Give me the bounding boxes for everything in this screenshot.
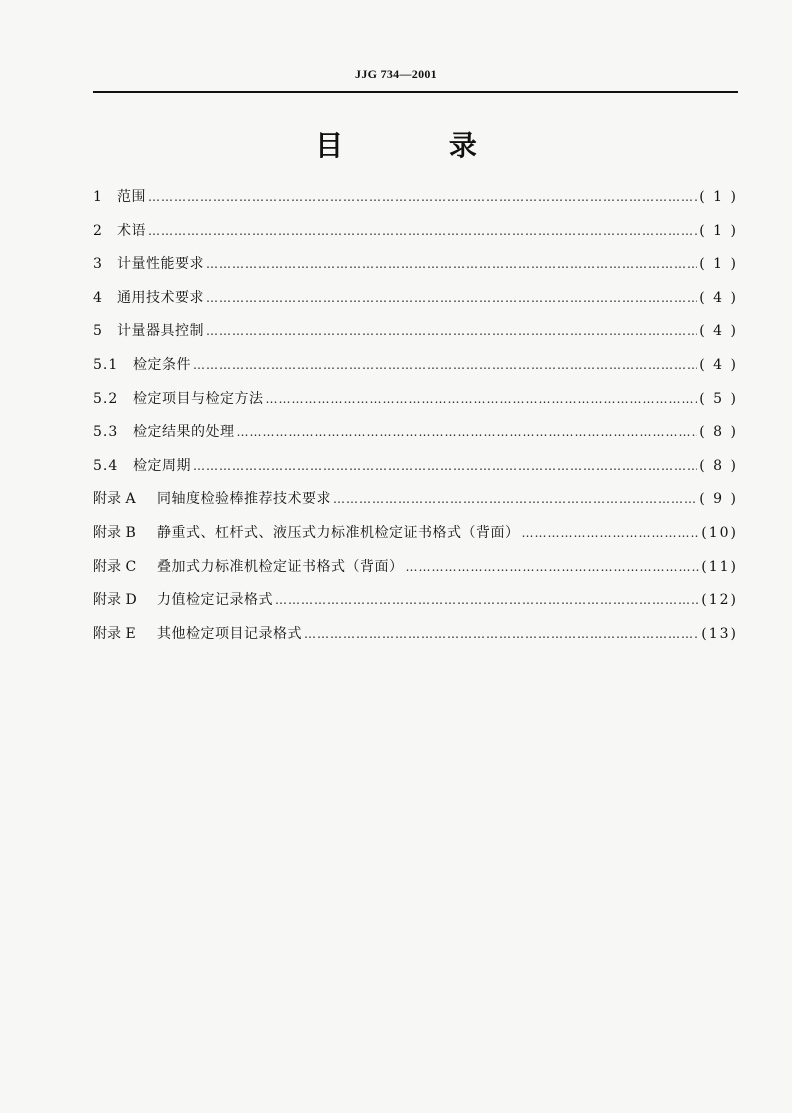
toc-entry-page: ( 1 ) [699,189,738,205]
toc-entry [93,388,738,422]
dot-leader [148,190,697,204]
dot-leader [193,459,697,473]
toc-entry-page: ( 4 ) [699,356,738,373]
dot-leader [266,392,698,406]
toc-entry-number: 附录 B [93,524,136,541]
toc-entry-title: 计量器具控制 [117,323,204,340]
toc-entry-number: 4 [93,289,102,306]
toc-entry [93,354,738,388]
toc-entry-page: (13) [701,625,738,642]
toc-entry-title: 其他检定项目记录格式 [157,625,302,642]
toc-entry-page: ( 4 ) [699,289,738,306]
toc-entry-page: ( 1 ) [699,256,738,273]
toc-entry-number: 5.2 [93,390,119,407]
toc-entry-page: ( 5 ) [699,390,738,407]
toc-entry-number: 2 [93,222,102,239]
dot-leader [206,324,697,338]
toc-entry [93,623,738,657]
toc-entry-number: 5.3 [93,424,119,441]
toc-entry-number: 附录 C [93,558,137,575]
dot-leader [522,526,700,540]
dot-leader [237,425,698,439]
toc-entry-title: 范围 [117,189,146,205]
dot-leader [148,224,697,238]
toc-entry-title: 检定结果的处理 [133,424,235,441]
table-of-contents [93,186,738,656]
toc-entry-number: 附录 D [93,592,137,609]
dot-leader [304,627,699,641]
toc-entry-page: (12) [701,592,738,609]
toc-entry-title: 检定条件 [133,356,191,373]
dot-leader [193,358,697,372]
toc-entry [93,186,738,220]
toc-entry-page: ( 9 ) [699,491,738,508]
toc-entry-number: 附录 E [93,625,136,642]
document-code: JJG 734—2001 [355,67,437,81]
toc-entry-number: 3 [93,256,102,273]
toc-entry [93,455,738,489]
toc-entry-page: ( 1 ) [699,222,738,239]
toc-entry [93,220,738,254]
toc-entry [93,253,738,287]
page-title: 目 录 [315,129,525,162]
toc-entry-title: 静重式、杠杆式、液压式力标准机检定证书格式（背面） [157,524,520,541]
toc-entry-page: (10) [701,524,738,541]
toc-entry-title: 叠加式力标准机检定证书格式（背面） [157,558,404,575]
toc-entry-page: (11) [701,558,738,575]
toc-entry [93,556,738,590]
toc-entry-title: 计量性能要求 [117,256,204,273]
toc-entry-number: 附录 A [93,491,136,508]
header-rule [93,91,738,93]
toc-entry-page: ( 8 ) [699,457,738,474]
toc-entry [93,589,738,623]
dot-leader [275,593,699,607]
toc-entry-title: 力值检定记录格式 [157,592,273,609]
toc-entry-title: 术语 [117,222,146,239]
toc-entry [93,320,738,354]
dot-leader [333,492,697,506]
toc-entry-number: 5.4 [93,457,119,474]
toc-entry-number: 1 [93,189,102,205]
toc-entry [93,522,738,556]
toc-entry-page: ( 8 ) [699,424,738,441]
dot-leader [206,291,697,305]
toc-entry [93,421,738,455]
toc-entry-number: 5.1 [93,356,119,373]
toc-entry-title: 通用技术要求 [117,289,204,306]
toc-entry-title: 检定项目与检定方法 [133,390,264,407]
dot-leader [206,257,697,271]
toc-entry-number: 5 [93,323,102,340]
toc-entry-title: 同轴度检验棒推荐技术要求 [157,491,331,508]
toc-entry-title: 检定周期 [133,457,191,474]
dot-leader [406,560,700,574]
toc-entry-page: ( 4 ) [699,323,738,340]
toc-entry [93,488,738,522]
toc-entry [93,287,738,321]
